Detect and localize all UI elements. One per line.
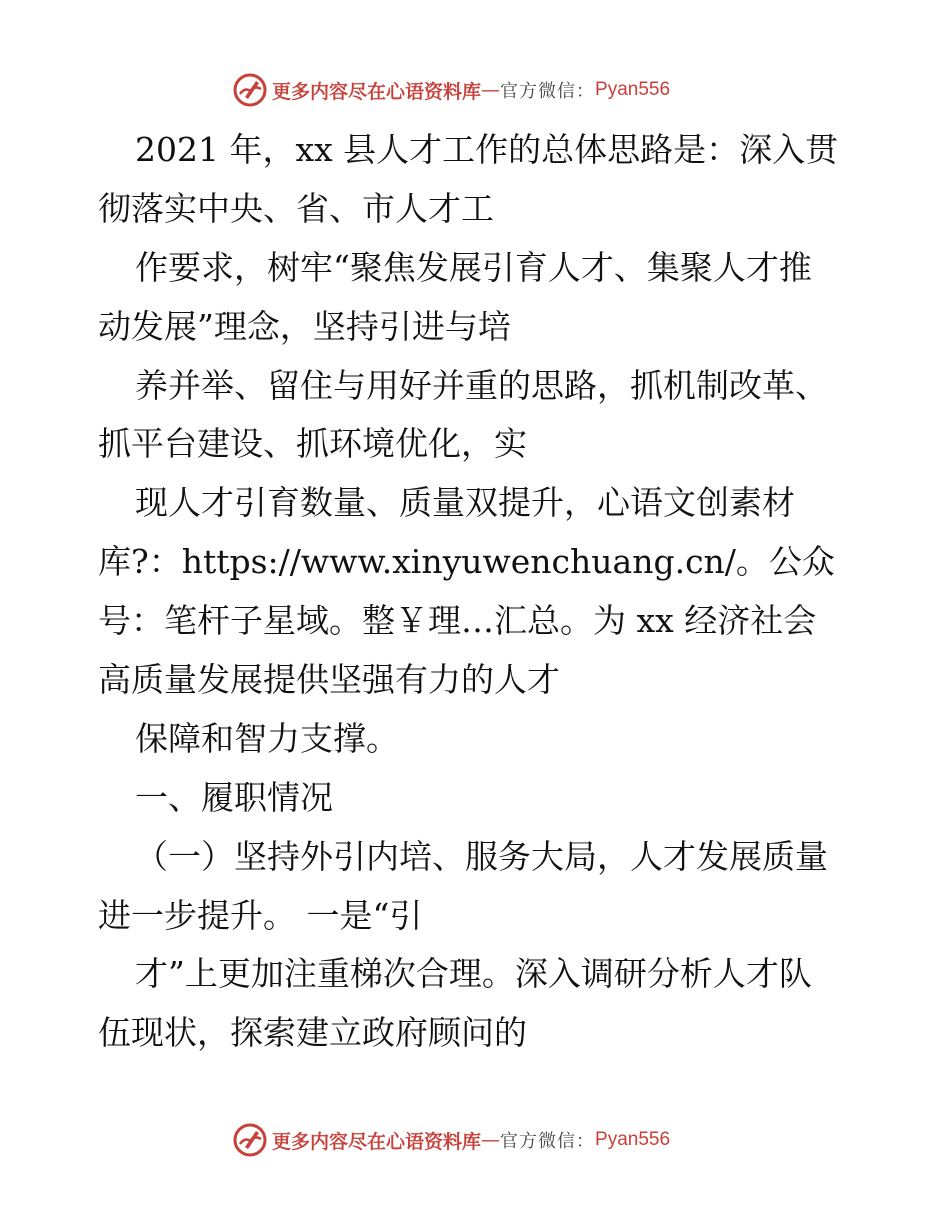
book-quill-logo-icon [232, 72, 268, 108]
text-line: 2021 年，xx 县人才工作的总体思路是：深入贯 [135, 130, 839, 169]
header-banner [232, 70, 670, 110]
text-line: 才”上更加注重梯次合理。深入调研分析人才队 [135, 954, 812, 994]
text-line: （一）坚持外引内培、服务大局，人才发展质量 [135, 836, 828, 876]
banner-wechat-label: 官方微信： [500, 1131, 596, 1152]
book-quill-logo-icon [232, 1122, 268, 1158]
banner-dash: — [481, 1129, 501, 1151]
banner-wechat-label: 官方微信： [500, 81, 596, 102]
text-line: 伍现状，探索建立政府顾问的 [98, 1013, 527, 1053]
text-line: 进一步提升。 一是“引 [98, 895, 423, 935]
banner-wechat-id: Pyan556 [595, 79, 671, 100]
text-line: 抓平台建设、抓环境优化，实 [98, 424, 527, 464]
text-line: 作要求，树牢“聚焦发展引育人才、集聚人才推 [135, 247, 812, 287]
text-line: 高质量发展提供坚强有力的人才 [98, 660, 560, 700]
text-line: 库?：https://www.xinyuwenchuang.cn/。公众 [98, 542, 835, 582]
text-line: 现人才引育数量、质量双提升，心语文创素材 [135, 483, 795, 523]
section-heading: 一、履职情况 [135, 777, 333, 817]
banner-wechat-id: Pyan556 [595, 1129, 671, 1150]
text-line: 养并举、留住与用好并重的思路，抓机制改革、 [135, 365, 828, 405]
text-line: 动发展”理念，坚持引进与培 [98, 306, 511, 346]
document-body [98, 121, 858, 1063]
banner-slogan: 更多内容尽在心语资料库 [272, 1130, 482, 1153]
banner-slogan: 更多内容尽在心语资料库 [272, 80, 482, 103]
text-line: 保障和智力支撑。 [135, 718, 399, 758]
text-line: 彻落实中央、省、市人才工 [98, 188, 494, 228]
text-line: 号：笔杆子星域。整￥理…汇总。为 xx 经济社会 [98, 601, 817, 641]
footer-banner [232, 1120, 670, 1160]
banner-dash: — [481, 79, 501, 101]
